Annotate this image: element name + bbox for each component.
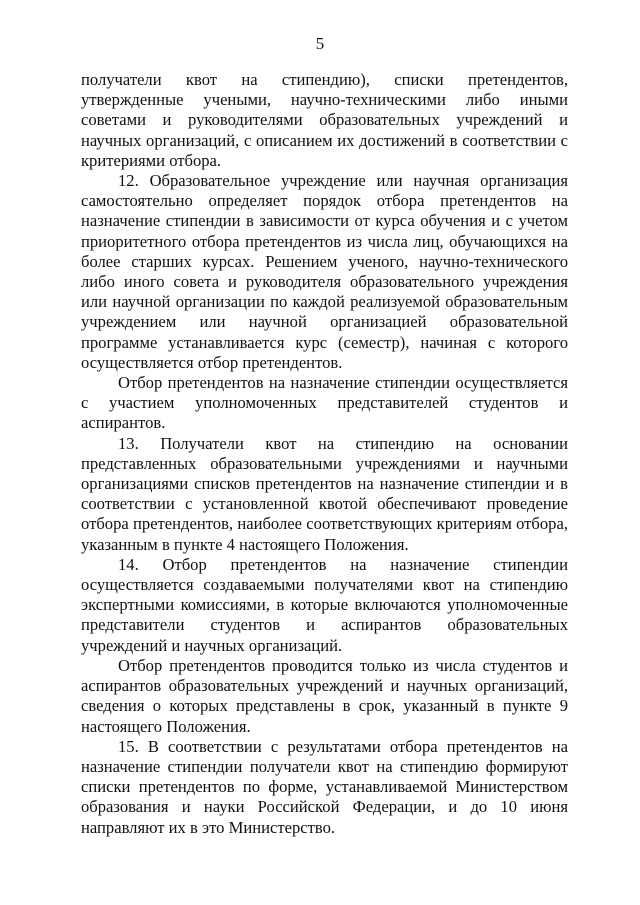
paragraph-item-13: 13. Получатели квот на стипендию на основании представленных образовательными учреждениями и научными организациями списков претендентов на назначение стипендии и в соответствии с установленной квотой обеспечивают проведение отбора претендентов, наиболее соответствующих критериям отбора, указанным в пункте 4 настоящего Положения. bbox=[81, 433, 568, 554]
document-body bbox=[81, 70, 568, 838]
paragraph-item-15: 15. В соответствии с результатами отбора претендентов на назначение стипендии получатели квот на стипендию формируют списки претендентов по форме, устанавливаемой Министерством образования и науки Российской Федерации, и до 10 июня направляют их в это Министерство. bbox=[81, 736, 568, 837]
paragraph-selection-participants: Отбор претендентов на назначение стипендии осуществляется с участием уполномоченных представителей студентов и аспирантов. bbox=[81, 373, 568, 433]
paragraph-item-14: 14. Отбор претендентов на назначение стипендии осуществляется создаваемыми получателями квот на стипендию экспертными комиссиями, в которые включаются уполномоченные представители студентов и аспирантов образовательных учреждений и научных организаций. bbox=[81, 554, 568, 655]
page-number: 5 bbox=[315, 34, 325, 53]
paragraph-continuation: получатели квот на стипендию), списки претендентов, утвержденные учеными, научно-техническими либо иными советами и руководителями образовательных учреждений и научных организаций, с описанием их достижений в соответствии с критериями отбора. bbox=[81, 70, 568, 170]
paragraph-item-12: 12. Образовательное учреждение или научная организация самостоятельно определяет порядок отбора претендентов на назначение стипендии в зависимости от курса обучения и с учетом приоритетного отбора претендентов из числа лиц, обучающихся на более старших курсах. Решением ученого, научно-технического либо иного совета и руководителя образовательного учреждения или научной организации по каждой реализуемой образовательным учреждением или научной организацией образовательной программе устанавливается курс (семестр), начиная с которого осуществляется отбор претендентов. bbox=[81, 171, 568, 372]
paragraph-selection-deadline: Отбор претендентов проводится только из числа студентов и аспирантов образовательных учреждений и научных организаций, сведения о которых представлены в срок, указанный в пункте 9 настоящего Положения. bbox=[81, 655, 568, 736]
